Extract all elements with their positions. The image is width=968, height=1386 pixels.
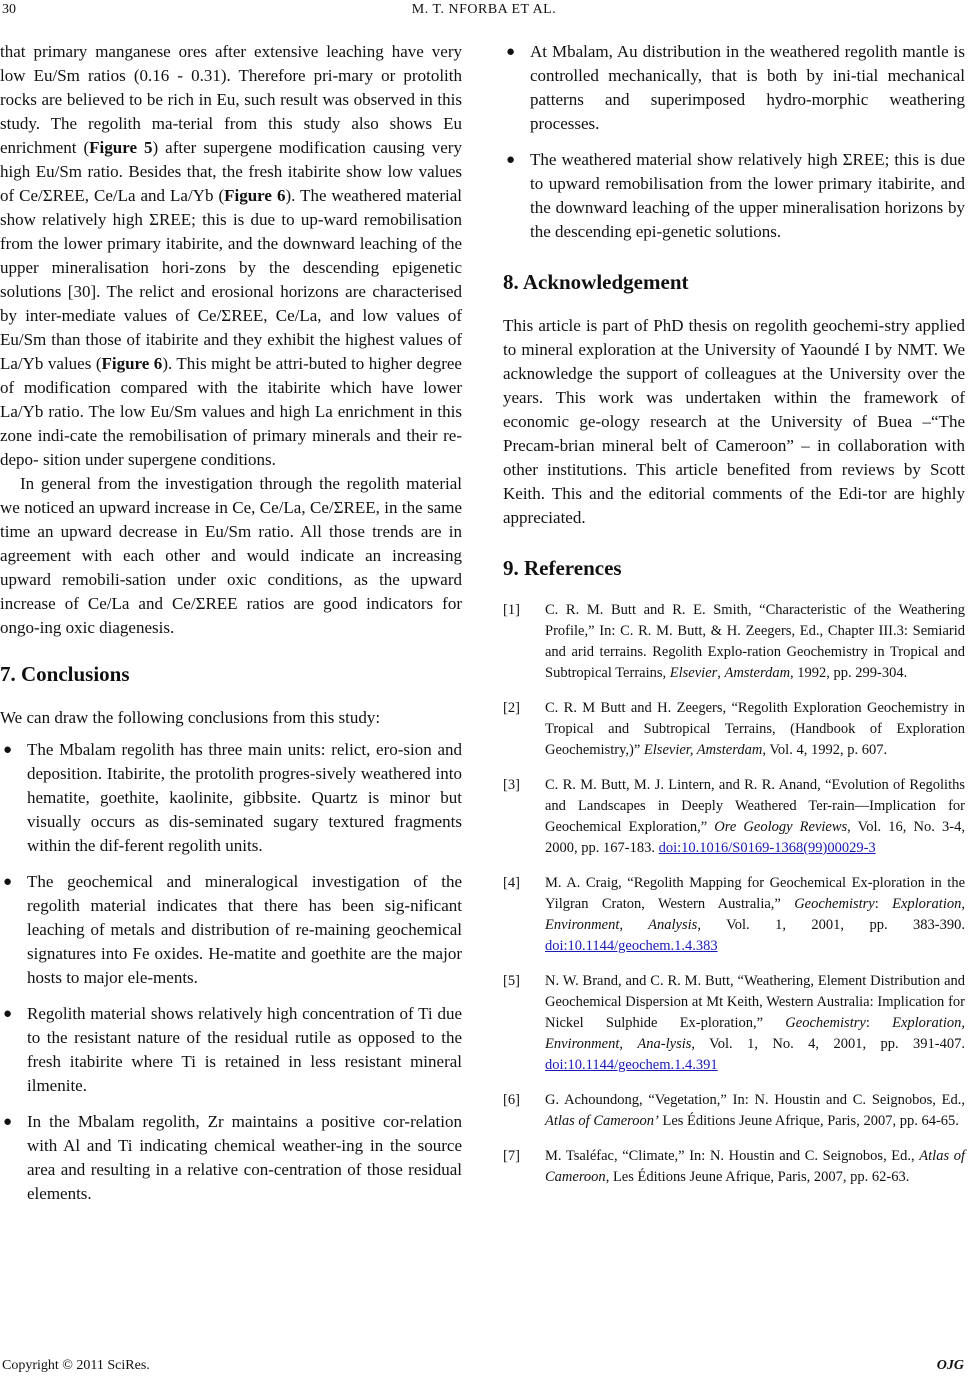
references-list: [503, 600, 965, 1188]
text-run: C. R. M. Butt and R. E. Smith, “Characteristic of the Weathering Profile,” In: C. R. M. Butt, & H. Zeegers, Ed., Chapter III.3: Semiarid and arid terrains. Regolith Explo-ration Geochemistry in Tropical and Subtropical Terrains,: [545, 602, 965, 681]
conclusion-text: The weathered material show relatively high ΣREE; this is due to upward remobilisation from the lower primary itabirite, and the downward leaching of the upper mineralisation horizons by the descending epi-genetic solutions.: [530, 150, 965, 241]
conclusion-item: [0, 1002, 462, 1098]
reference-number: [2]: [503, 700, 520, 716]
copyright-notice: Copyright © 2011 SciRes.: [2, 1358, 150, 1373]
body-paragraph: [0, 40, 462, 472]
italic-text: Exploration: [892, 896, 962, 912]
text-run: Les Éditions Jeune Afrique, Paris, 2007, pp. 64-65.: [658, 1113, 959, 1129]
reference-item: [503, 698, 965, 761]
acknowledgement-paragraph: This article is part of PhD thesis on regolith geochemi-stry applied to mineral exploration at the University of Yaoundé I by NMT. We acknowledge the support of colleagues at the University over the years. This work was undertaken within the framework of economic ge-ology research at the University of Buea –“The Precam-brian mineral belt of Cameroon” – in collaboration with other institutions. This article benefited from reviews by Scott Keith. This and the editorial comments of the Edi-tor are highly appreciated.: [503, 316, 965, 527]
text-run: G. Achoundong, “Vegetation,” In: N. Houstin and C. Seignobos, Ed.,: [545, 1092, 965, 1108]
reference-item: [503, 1146, 965, 1188]
text-run: that primary manganese ores after extensive leaching have very low Eu/Sm ratios (0.16 - 0.31). Therefore pri-mary or protolith rocks are believed to be rich in Eu, such result was observed in this study. The regolith ma-terial from this study also shows Eu enrichment (: [0, 42, 462, 157]
text-run: ). The weathered material show relatively high ΣREE; this is due to up-ward remobilisation from the lower primary itabirite, and the downward leaching of the upper mineralisation hori-zons by the descending epigenetic solutions [30]. The relict and erosional horizons are characterised by inter-mediate values of Ce/ΣREE, Ce/La, and low values of Eu/Sm than those of itabirite and they exhibit the highest values of La/Yb values (: [0, 186, 462, 373]
conclusion-text: Regolith material shows relatively high concentration of Ti due to the resistant nature of the residual rutile as opposed to the fresh itabirite where Ti is retained in less resistant mineral ilmenite.: [27, 1004, 462, 1095]
section-heading: 7. Conclusions: [0, 662, 130, 686]
doi-link[interactable]: doi:10.1016/S0169-1368(99)00029-3: [658, 840, 876, 856]
conclusion-text: In the Mbalam regolith, Zr maintains a positive cor-relation with Al and Ti indicating chemical weather-ing in the source area and resulting in a relative con-centration of those residual elements.: [27, 1112, 462, 1203]
conclusion-item: [0, 870, 462, 990]
page-number: 30: [2, 2, 16, 17]
reference-item: [503, 873, 965, 957]
journal-abbrev: OJG: [936, 1358, 964, 1373]
doi-link[interactable]: doi:10.1144/geochem.1.4.383: [545, 938, 718, 954]
bullet-icon: ●: [506, 152, 516, 168]
text-run: C. R. M. Butt, M. J. Lintern, and R. R. Anand, “Evolution of Regoliths and Landscapes in Deeply Weathered Ter-rain—Implication for Geochemical Exploration,”: [545, 777, 965, 835]
figure-reference: Figure 6: [224, 186, 286, 205]
text-run: ,: [961, 896, 965, 912]
doi-link[interactable]: doi:10.1144/geochem.1.4.391: [545, 1057, 718, 1073]
italic-text: Geochemistry: [794, 896, 875, 912]
conclusions-intro: We can draw the following conclusions from this study:: [0, 708, 381, 727]
conclusions-list: [503, 40, 965, 244]
conclusions-list: [0, 738, 462, 1206]
running-title: M. T. NFORBA ET AL.: [411, 2, 557, 17]
text-run: :: [874, 896, 893, 912]
bullet-icon: ●: [3, 1006, 13, 1022]
text-run: N. W. Brand, and C. R. M. Butt, “Weathering, Element Distribution and Geochemical Dispersion at Mt Keith, Western Australia: Implication for Nickel Sulphide Ex-ploration,”: [545, 973, 965, 1031]
italic-text: Amsterdam: [724, 665, 791, 681]
text-run: :: [865, 1015, 893, 1031]
section-heading: 9. References: [503, 556, 622, 580]
italic-text: Environment: [545, 1036, 620, 1052]
conclusion-item: [0, 1110, 462, 1206]
reference-number: [6]: [503, 1092, 520, 1108]
text-run: M. A. Craig, “Regolith Mapping for Geochemical Ex-ploration in the Yilgran Craton, Western Australia,”: [545, 875, 965, 912]
left-column: [0, 40, 462, 1218]
italic-text: Environment, Analysis: [545, 917, 698, 933]
page-header: [0, 2, 968, 24]
figure-reference: Figure 5: [89, 138, 153, 157]
reference-number: [4]: [503, 875, 520, 891]
text-run: , 1992, pp. 299-304.: [790, 665, 908, 681]
italic-text: Atlas of Cameroon: [545, 1148, 965, 1185]
reference-number: [3]: [503, 777, 520, 793]
italic-text: Elsevier, Amsterdam: [643, 742, 763, 758]
text-run: C. R. M Butt and H. Zeegers, “Regolith Exploration Geochemistry in Tropical and Subtropical Terrains, (Handbook of Exploration Geochemistry,)”: [545, 700, 965, 758]
italic-text: Ana-lysis: [637, 1036, 692, 1052]
text-run: , Les Éditions Jeune Afrique, Paris, 2007, pp. 62-63.: [605, 1169, 910, 1185]
reference-item: [503, 971, 965, 1076]
right-column: [503, 40, 965, 1202]
text-run: , Vol. 1, 2001, pp. 383-390.: [697, 917, 965, 933]
reference-number: [7]: [503, 1148, 520, 1164]
section-heading: 8. Acknowledgement: [503, 270, 689, 294]
reference-number: [5]: [503, 973, 520, 989]
text-run: ). This might be attri-buted to higher degree of modification compared with the itabirite which have lower La/Yb ratio. The low Eu/Sm values and high La enrichment in this zone indi-cate the remobilisation of primary minerals and their re-depo- sition under supergene conditions.: [0, 354, 462, 469]
text-run: ,: [717, 665, 725, 681]
figure-reference: Figure 6: [101, 354, 163, 373]
reference-item: [503, 775, 965, 859]
conclusion-item: [0, 738, 462, 858]
reference-item: [503, 600, 965, 684]
italic-text: Ore Geology Reviews: [714, 819, 848, 835]
text-run: M. Tsaléfac, “Climate,” In: N. Houstin and C. Seignobos, Ed.,: [545, 1148, 920, 1164]
text-run: , Vol. 1, No. 4, 2001, pp. 391-407.: [691, 1036, 965, 1052]
text-run: ,: [619, 1036, 638, 1052]
conclusion-item: [503, 148, 965, 244]
reference-item: [503, 1090, 965, 1132]
text-run: ,: [961, 1015, 965, 1031]
reference-number: [1]: [503, 602, 520, 618]
italic-text: Elsevier: [669, 665, 718, 681]
italic-text: Exploration: [892, 1015, 962, 1031]
conclusion-text: The geochemical and mineralogical investigation of the regolith material indicates that there has been sig-nificant leaching of metals and distribution of re-maining geochemical signatures into Fe oxides. He-matite and goethite are the major hosts to major ele-ments.: [27, 872, 462, 987]
text-run: ) after supergene modification causing very high Eu/Sm ratio. Besides that, the fresh itabirite show low values of Ce/ΣREE, Ce/La and La/Yb (: [0, 138, 462, 205]
bullet-icon: ●: [3, 874, 13, 890]
text-run: , Vol. 4, 1992, p. 607.: [762, 742, 888, 758]
conclusion-text: At Mbalam, Au distribution in the weathered regolith mantle is controlled mechanically, that is both by ini-tial mechanical patterns and superimposed hydro-morphic weathering processes.: [530, 42, 965, 133]
conclusion-text: The Mbalam regolith has three main units: relict, ero-sion and deposition. Itabirite, the protolith progres-sively weathered into hematite, goethite, kaolinite, gibbsite. Quartz is minor but visually occurs as dis-seminated sugary textured fragments within the dif-ferent regolith units.: [27, 740, 462, 855]
bullet-icon: ●: [3, 742, 13, 758]
italic-text: Atlas of Cameroon’: [545, 1113, 659, 1129]
body-paragraph: In general from the investigation through the regolith material we noticed an upward increase in Ce, Ce/La, Ce/ΣREE, in the same time an upward decrease in Eu/Sm ratio. All those trends are in agreement with each other and would indicate an increasing upward remobili-sation under oxic conditions, as the upward increase of Ce/La and Ce/ΣREE ratios are good indicators for ongo-ing oxic diagenesis.: [0, 474, 462, 637]
bullet-icon: ●: [3, 1114, 13, 1130]
bullet-icon: ●: [506, 44, 516, 60]
italic-text: Geochemistry: [785, 1015, 866, 1031]
text-run: , Vol. 16, No. 3-4, 2000, pp. 167-183.: [545, 819, 965, 856]
conclusion-item: [503, 40, 965, 136]
